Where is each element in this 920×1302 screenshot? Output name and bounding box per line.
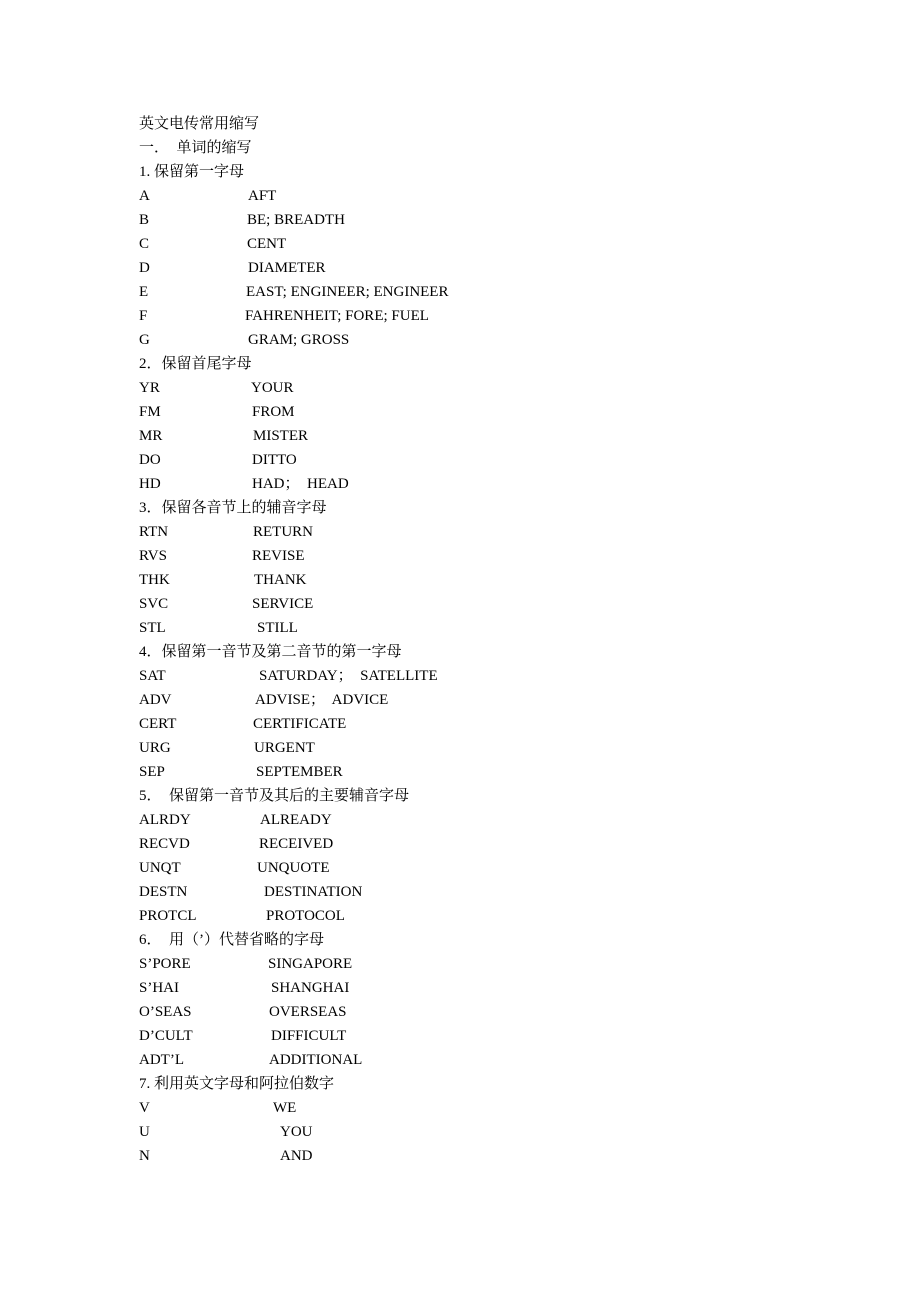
abbreviation: CERT [139, 716, 177, 732]
full-word: DIAMETER [248, 260, 326, 276]
full-word: SINGAPORE [268, 956, 353, 972]
full-word: SERVICE [252, 596, 314, 612]
full-word: BE; BREADTH [247, 212, 345, 228]
full-word: WE [273, 1100, 297, 1116]
abbreviation: D’CULT [139, 1028, 193, 1044]
abbreviation: D [139, 260, 150, 276]
full-word: CENT [247, 236, 287, 252]
abbreviation: S’PORE [139, 956, 191, 972]
abbreviation: U [139, 1124, 150, 1140]
full-word: URGENT [254, 740, 315, 756]
full-word: YOU [280, 1124, 313, 1140]
full-word: FROM [252, 404, 295, 420]
full-word: STILL [257, 620, 298, 636]
abbreviation: V [139, 1100, 150, 1116]
abbreviation: ADV [139, 692, 172, 708]
abbreviation: HD [139, 476, 161, 492]
abbreviation: UNQT [139, 860, 181, 876]
abbreviation: DO [139, 452, 161, 468]
section-heading: 3．保留各音节上的辅音字母 [139, 500, 327, 516]
abbreviation: G [139, 332, 150, 348]
abbreviation: O’SEAS [139, 1004, 192, 1020]
full-word: MISTER [253, 428, 309, 444]
full-word: ADDITIONAL [269, 1052, 363, 1068]
abbreviation: F [139, 308, 148, 324]
abbreviation: B [139, 212, 150, 228]
section-heading: 5． 保留第一音节及其后的主要辅音字母 [139, 788, 410, 804]
full-word: DIFFICULT [271, 1028, 347, 1044]
section-heading: 4．保留第一音节及第二音节的第一字母 [139, 644, 402, 660]
abbreviation: ADT’L [139, 1052, 184, 1068]
full-word: EAST; ENGINEER; ENGINEER [246, 284, 449, 300]
abbreviation: FM [139, 404, 161, 420]
section-heading: 2．保留首尾字母 [139, 356, 252, 372]
abbreviation: YR [139, 380, 160, 396]
abbreviation: E [139, 284, 149, 300]
full-word: RETURN [253, 524, 313, 540]
full-word: RECEIVED [259, 836, 334, 852]
full-word: SHANGHAI [271, 980, 350, 996]
full-word: GRAM; GROSS [248, 332, 350, 348]
abbreviation: ALRDY [139, 812, 191, 828]
full-word: SATURDAY； SATELLITE [259, 668, 438, 684]
abbreviation: DESTN [139, 884, 188, 900]
document-title: 英文电传常用缩写 [139, 116, 260, 132]
full-word: UNQUOTE [257, 860, 330, 876]
part-heading: 一． 单词的缩写 [139, 140, 252, 156]
full-word: SEPTEMBER [256, 764, 343, 780]
abbreviation: RVS [139, 548, 167, 564]
full-word: OVERSEAS [269, 1004, 347, 1020]
full-word: FAHRENHEIT; FORE; FUEL [245, 308, 429, 324]
full-word: ALREADY [260, 812, 332, 828]
full-word: THANK [254, 572, 307, 588]
abbreviation: SAT [139, 668, 166, 684]
abbreviation: URG [139, 740, 171, 756]
full-word: AFT [248, 188, 277, 204]
abbreviation: SVC [139, 596, 169, 612]
full-word: PROTOCOL [266, 908, 345, 924]
abbreviation: C [139, 236, 150, 252]
abbreviation: RECVD [139, 836, 190, 852]
abbreviation: STL [139, 620, 166, 636]
abbreviation: MR [139, 428, 163, 444]
abbreviation: A [139, 188, 150, 204]
abbreviation: PROTCL [139, 908, 197, 924]
section-heading: 6． 用（’）代替省略的字母 [139, 932, 324, 948]
full-word: DITTO [252, 452, 297, 468]
abbreviation: N [139, 1148, 150, 1164]
abbreviation: RTN [139, 524, 169, 540]
abbreviation: SEP [139, 764, 165, 780]
section-heading: 7. 利用英文字母和阿拉伯数字 [139, 1076, 335, 1092]
full-word: DESTINATION [264, 884, 363, 900]
full-word: HAD； HEAD [252, 476, 349, 492]
full-word: ADVISE； ADVICE [255, 692, 389, 708]
abbreviation: THK [139, 572, 170, 588]
full-word: REVISE [252, 548, 305, 564]
abbreviation: S’HAI [139, 980, 179, 996]
section-heading: 1. 保留第一字母 [139, 164, 245, 180]
full-word: YOUR [251, 380, 294, 396]
full-word: AND [280, 1148, 313, 1164]
full-word: CERTIFICATE [253, 716, 347, 732]
